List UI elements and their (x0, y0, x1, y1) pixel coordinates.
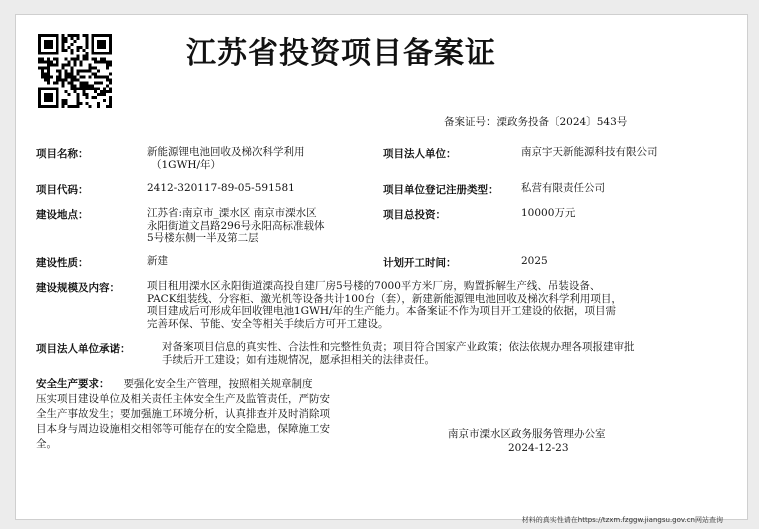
location-label: 建设地点： (36, 209, 89, 221)
nature-label: 建设性质： (36, 257, 89, 269)
project-name-line1: 新能源锂电池回收及梯次科学利用 (147, 146, 305, 158)
legal-unit-value: 南京宇天新能源科技有限公司 (521, 146, 658, 158)
scale-line2: PACK组装线、分容柜、激光机等设备共计100台（套），新建新能源锂电池回收及梯次科学利用项目， (147, 292, 622, 305)
issuing-authority: 南京市溧水区政务服务管理办公室 (448, 428, 606, 440)
start-time-label: 计划开工时间： (383, 257, 457, 269)
project-code-label: 项目代码： (36, 184, 89, 196)
safety-line2: 压实项目建设单位及相关责任主体安全生产及监管责任，严防安 (36, 393, 330, 405)
certificate-page (15, 14, 748, 520)
project-name-value (147, 146, 305, 171)
scale-label: 建设规模及内容： (36, 282, 120, 294)
scale-line4: 完善环保、节能、安全等相关手续后方可开工建设。 (147, 317, 389, 330)
document-title: 江苏省投资项目备案证 (186, 36, 496, 71)
investment-value: 10000万元 (521, 207, 576, 219)
nature-value: 新建 (147, 255, 168, 267)
investment-label: 项目总投资： (383, 209, 446, 221)
location-line2: 永阳街道文昌路296号永阳高标准载体 (147, 219, 325, 232)
commitment-line1: 对备案项目信息的真实性、合法性和完整性负责；项目符合国家产业政策；依法依规办理各项报建审批 (162, 341, 635, 353)
location-line3: 5号楼东侧一半及第二层 (147, 232, 259, 244)
qr-code-icon[interactable] (38, 34, 112, 108)
scale-value (147, 280, 707, 330)
project-code-value: 2412-320117-89-05-591581 (147, 182, 295, 194)
location-line1: 江苏省:南京市_溧水区 南京市溧水区 (147, 207, 317, 219)
project-name-label: 项目名称： (36, 148, 89, 160)
start-time-value: 2025 (521, 255, 548, 267)
commitment-line2: 手续后开工建设；如有违规情况，愿承担相关的法律责任。 (162, 353, 435, 366)
project-name-line2: （1GWH/年） (151, 158, 222, 171)
safety-line1: 要强化安全生产管理，按照相关规章制度 (123, 378, 313, 390)
legal-unit-label: 项目法人单位： (383, 148, 457, 160)
safety-label: 安全生产要求： (36, 378, 110, 390)
safety-requirements (36, 377, 386, 452)
safety-line3: 全生产事故发生；要加强施工环境分析，认真排查并及时消除项 (36, 408, 330, 420)
location-value (147, 207, 325, 245)
commitment-label: 项目法人单位承诺： (36, 343, 131, 355)
scale-line1: 项目租用溧水区永阳街道溧高投自建厂房5号楼的7000平方米厂房，购置拆解生产线、吊装设备、 (147, 280, 601, 292)
certificate-number: 备案证号：溧政务投备〔2024〕543号 (444, 116, 628, 128)
reg-type-value: 私营有限责任公司 (521, 182, 605, 194)
scale-line3: 项目建成后可形成年回收锂电池1GWH/年的生产能力。本备案证不作为项目开工建设的依据，项目需 (147, 305, 617, 317)
commitment-value (162, 341, 722, 366)
verification-note: 材料的真实性请在https://tzxm.fzggw.jiangsu.gov.cn网站查询 (521, 516, 723, 524)
reg-type-label: 项目单位登记注册类型： (383, 184, 499, 196)
safety-line4: 目本身与周边设施相交相邻等可能存在的安全隐患，保障施工安 (36, 423, 330, 435)
safety-line5: 全。 (36, 438, 57, 450)
issue-date: 2024-12-23 (508, 442, 569, 454)
